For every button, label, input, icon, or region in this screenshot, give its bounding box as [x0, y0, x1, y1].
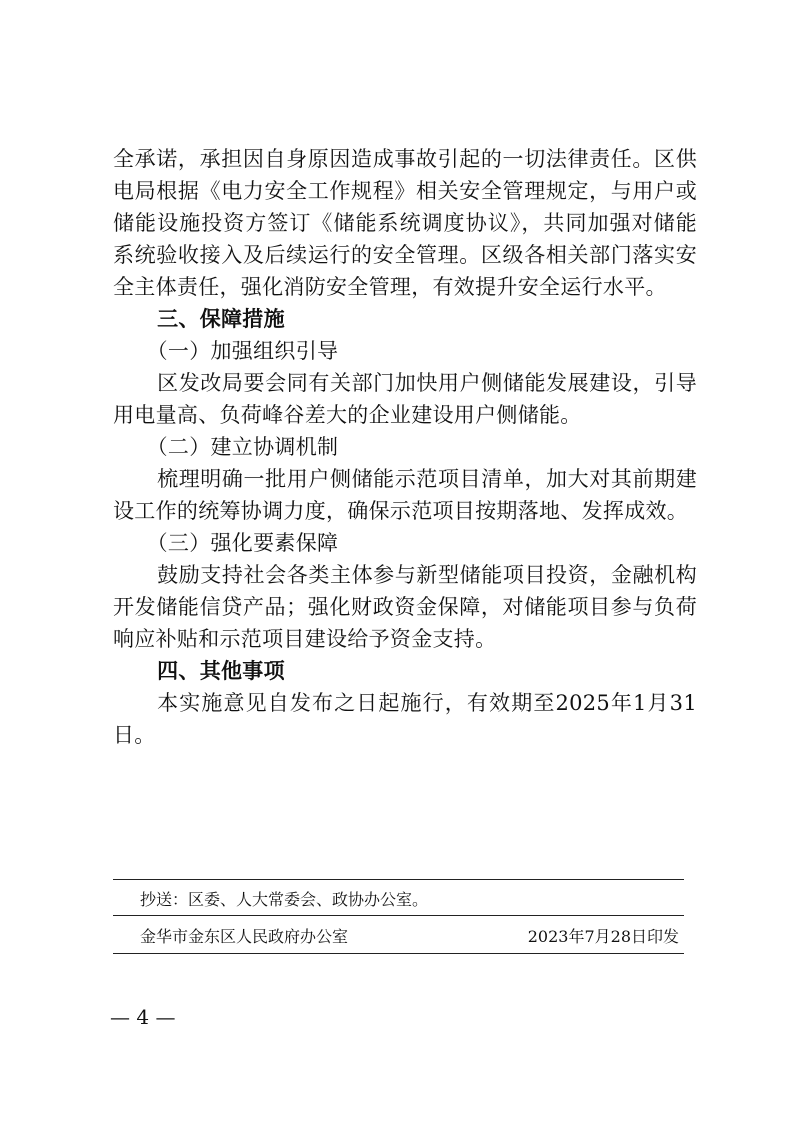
issue-date: 2023年7月28日印发	[527, 927, 679, 946]
paragraph-safety: 全承诺，承担因自身原因造成事故引起的一切法律责任。区供电局根据《电力安全工作规程》相关安全管理规定，与用户或储能设施投资方签订《储能系统调度协议》，共同加强对储能系统验收接入及后续运行的安全管理。区级各相关部门落实安全主体责任，强化消防安全管理，有效提升安全运行水平。	[113, 147, 697, 299]
subheading-coordination: （二）建立协调机制	[146, 435, 339, 459]
cc-line: 抄送：区委、人大常委会、政协办公室。	[140, 890, 429, 909]
page-number: — 4 —	[110, 1005, 176, 1029]
issuer-name: 金华市金东区人民政府办公室	[140, 927, 349, 946]
footer-bottom-rule	[113, 953, 684, 954]
heading-other-matters: 四、其他事项	[157, 659, 285, 683]
heading-safeguards: 三、保障措施	[157, 307, 285, 331]
paragraph-organization: 区发改局要会同有关部门加快用户侧储能发展建设，引导用电量高、负荷峰谷差大的企业建设用户侧储能。	[113, 371, 697, 427]
paragraph-resources: 鼓励支持社会各类主体参与新型储能项目投资，金融机构开发储能信贷产品；强化财政资金保障，对储能项目参与负荷响应补贴和示范项目建设给予资金支持。	[113, 563, 697, 651]
footer-middle-rule	[113, 915, 684, 916]
footer-top-rule	[113, 879, 684, 880]
subheading-resources: （三）强化要素保障	[146, 531, 339, 555]
subheading-organization: （一）加强组织引导	[146, 339, 339, 363]
document-body	[113, 143, 697, 751]
paragraph-effective-date: 本实施意见自发布之日起施行，有效期至2025年1月31日。	[113, 691, 697, 747]
paragraph-coordination: 梳理明确一批用户侧储能示范项目清单，加大对其前期建设工作的统筹协调力度，确保示范项目按期落地、发挥成效。	[113, 467, 697, 523]
